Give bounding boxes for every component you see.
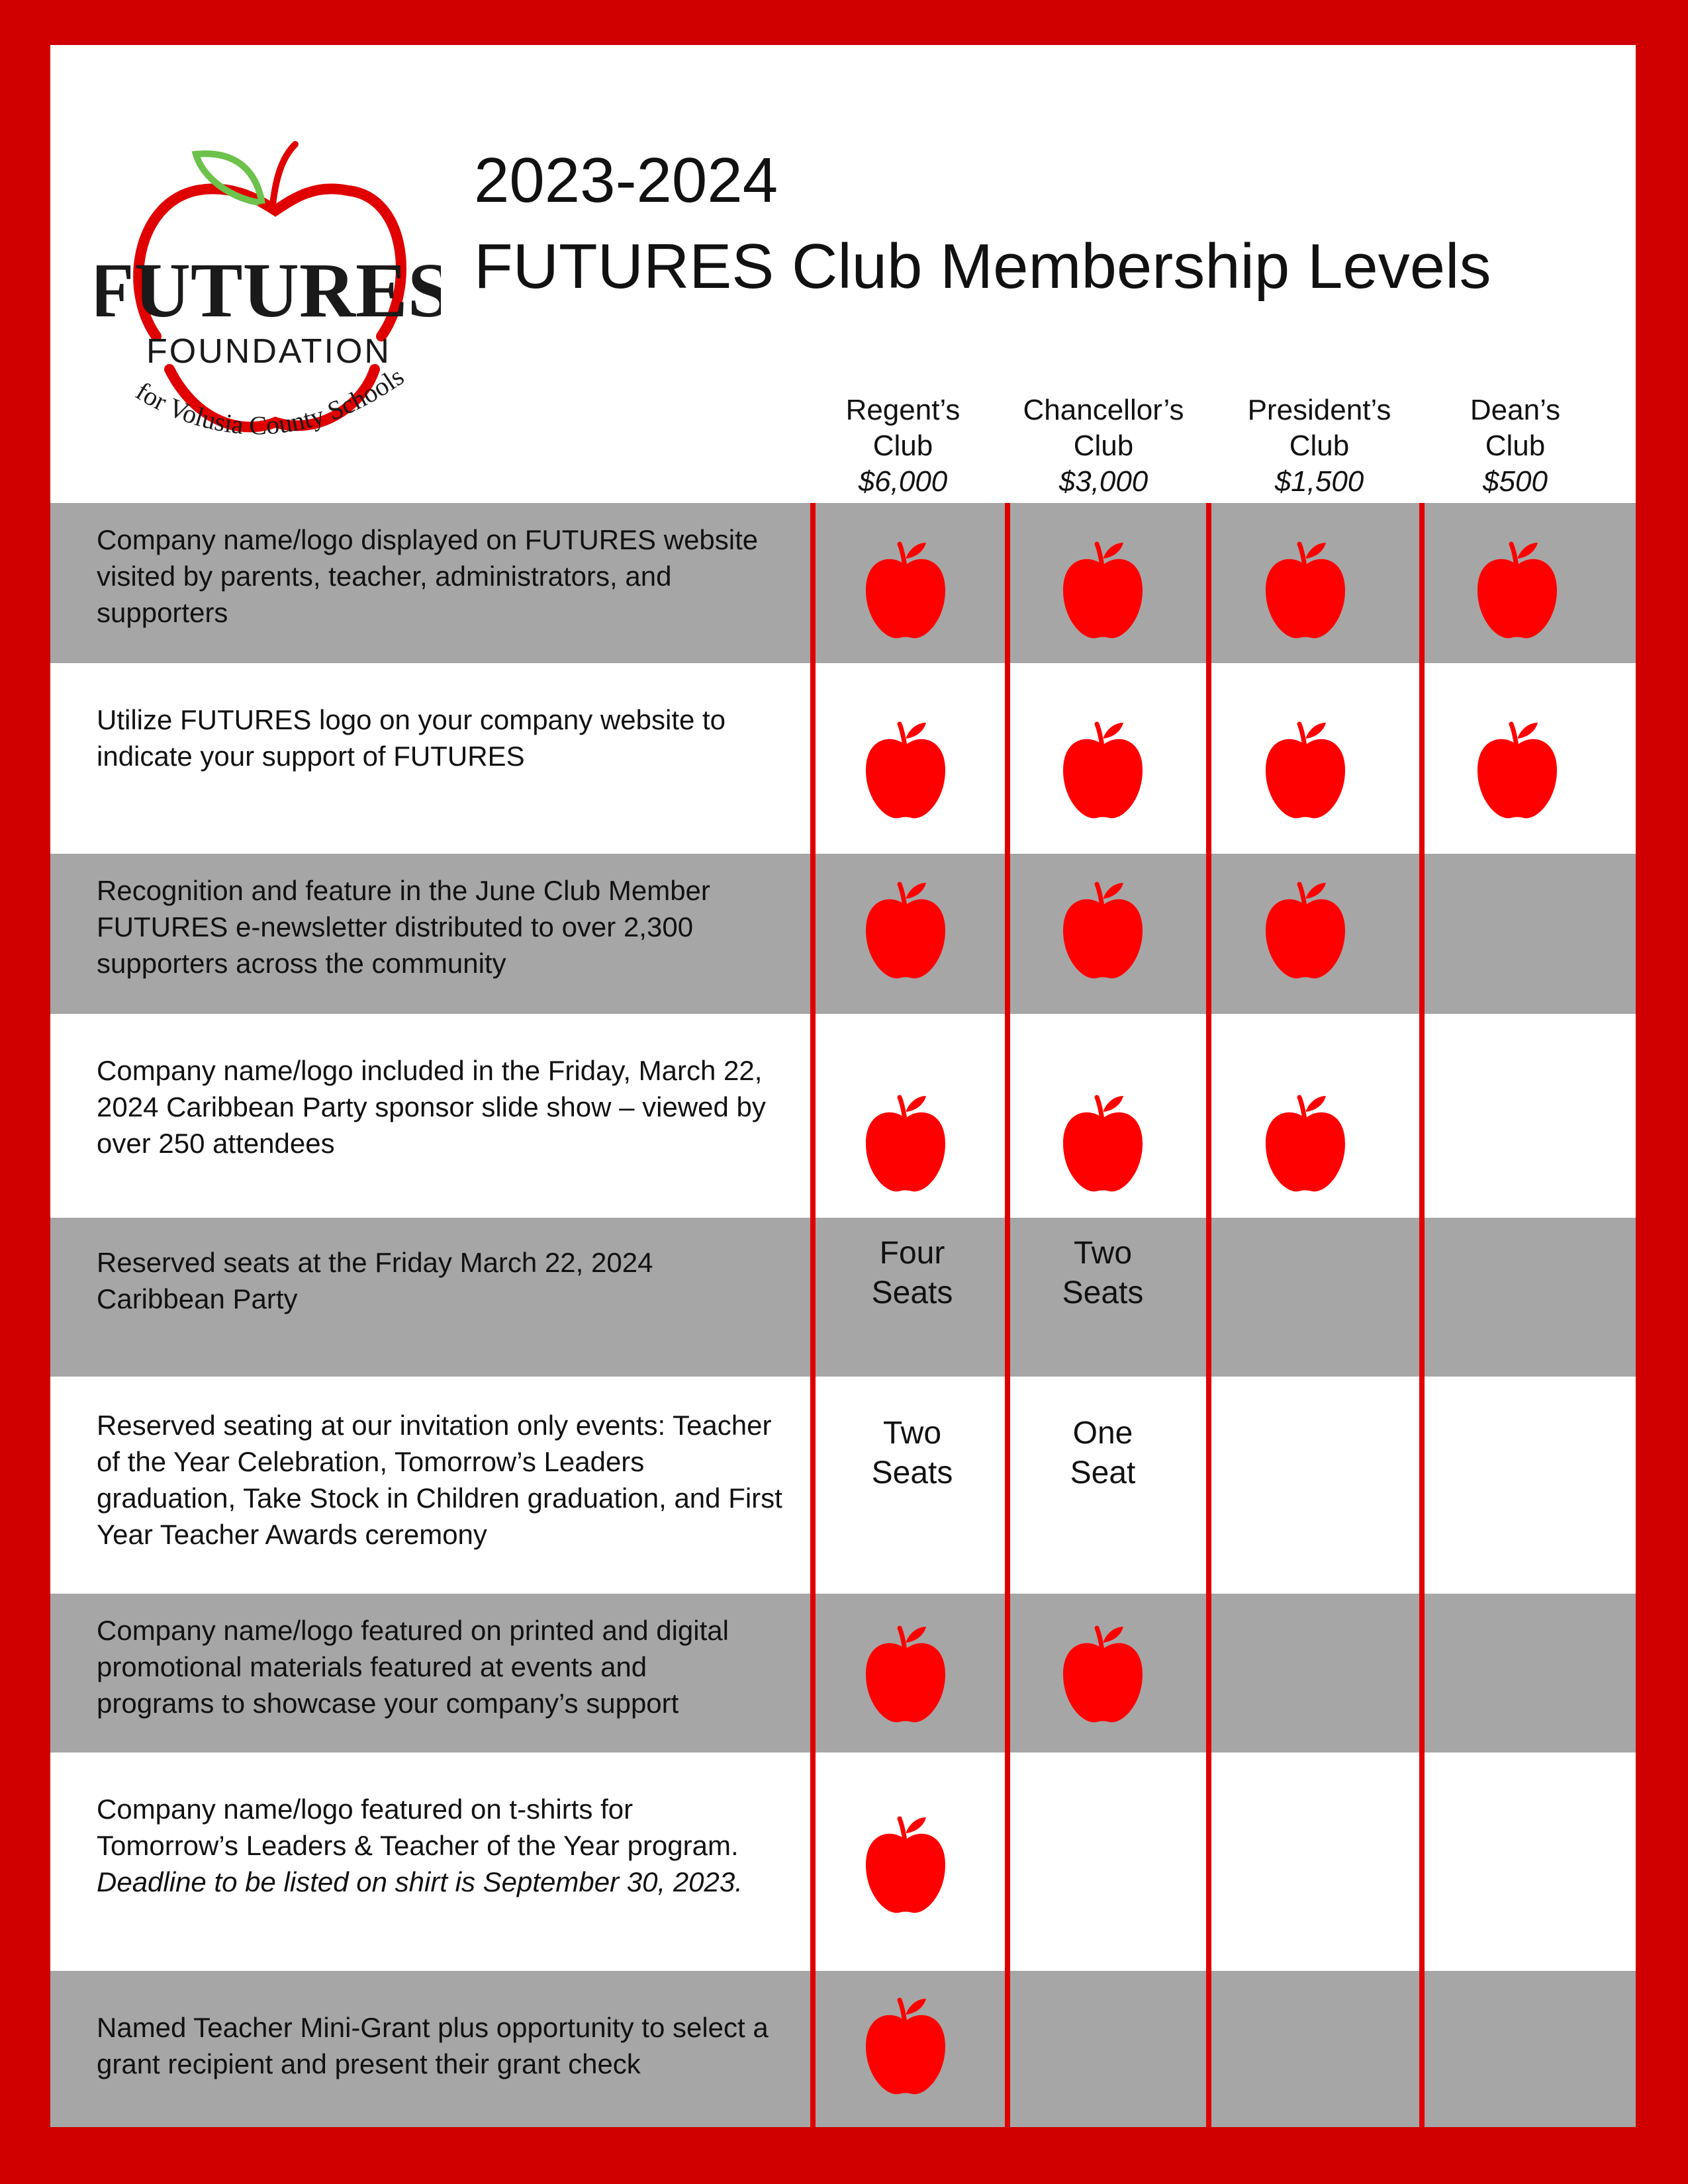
benefit-row [50, 1971, 1636, 2127]
apple-check-icon [1060, 533, 1146, 643]
benefit-description-line: graduation, Take Stock in Children graduation, and First [97, 1482, 782, 1514]
apple-check-icon [1060, 874, 1146, 983]
level-name: President’s [1247, 394, 1391, 426]
seat-count [833, 1234, 992, 1313]
apple-check-icon [1474, 533, 1560, 643]
column-divider [1005, 503, 1010, 2127]
benefit-description-line: Year Teacher Awards ceremony [97, 1519, 487, 1550]
svg-text:for Volusia County Schools: for Volusia County Schools [130, 361, 410, 441]
benefit-description-line: Company name/logo included in the Friday, March 22, [97, 1055, 763, 1086]
level-header-deans [1416, 392, 1615, 500]
benefit-description [97, 1791, 812, 1900]
level-club: Club [1485, 430, 1546, 462]
seat-count [1023, 1414, 1182, 1493]
benefit-description [97, 1244, 812, 1317]
apple-check-icon [863, 1808, 949, 1917]
benefit-row [50, 1377, 1636, 1594]
apple-check-icon [1060, 1087, 1146, 1196]
benefit-description [97, 1407, 812, 1553]
benefit-description-line: FUTURES e-newsletter distributed to over 2,300 [97, 911, 694, 942]
title-main: FUTURES Club Membership Levels [474, 231, 1491, 302]
futures-foundation-logo [97, 91, 441, 462]
level-club: Club [1073, 430, 1134, 462]
apple-check-icon [863, 1989, 949, 2099]
benefit-row [50, 1218, 1636, 1377]
benefit-description-line: Company name/logo featured on t-shirts for [97, 1794, 633, 1825]
level-club: Club [872, 430, 933, 462]
seat-count-line: Seats [871, 1275, 953, 1310]
membership-page [50, 45, 1636, 2127]
benefit-row [50, 1594, 1636, 1752]
benefit-description-line: Utilize FUTURES logo on your company website to [97, 704, 726, 735]
level-name: Chancellor’s [1023, 394, 1184, 426]
apple-check-icon [863, 1087, 949, 1196]
svg-text:FUTURES: FUTURES [97, 247, 441, 334]
benefit-description [97, 1052, 812, 1161]
seat-count-line: Seat [1070, 1455, 1136, 1490]
benefit-description-line: of the Year Celebration, Tomorrow’s Leaders [97, 1446, 645, 1477]
benefit-description-line: Company name/logo featured on printed and digital [97, 1615, 729, 1646]
benefit-description-line: Company name/logo displayed on FUTURES website [97, 524, 759, 555]
benefit-row [50, 1014, 1636, 1218]
apple-check-icon [863, 874, 949, 983]
benefit-description-line: Caribbean Party [97, 1283, 298, 1314]
benefit-row [50, 663, 1636, 854]
level-header-chancellors [1004, 392, 1203, 500]
apple-check-icon [1262, 713, 1348, 823]
apple-check-icon [863, 713, 949, 823]
level-price: $3,000 [1058, 465, 1149, 498]
seat-count-line: Seats [871, 1455, 953, 1490]
benefit-description-line: supporters across the community [97, 948, 506, 979]
apple-check-icon [1474, 713, 1560, 823]
apple-check-icon [1262, 533, 1348, 643]
level-name: Dean’s [1470, 394, 1561, 426]
benefit-description-line: Tomorrow’s Leaders & Teacher of the Year program. [97, 1830, 739, 1861]
page-title [474, 138, 1491, 310]
seat-count-line: Two [1073, 1236, 1133, 1271]
benefit-description-line: Reserved seating at our invitation only events: Teacher [97, 1410, 772, 1441]
apple-check-icon [1060, 1617, 1146, 1727]
column-divider [810, 503, 816, 2127]
apple-check-icon [863, 533, 949, 643]
benefit-description-line: 2024 Caribbean Party sponsor slide show – viewed by [97, 1091, 766, 1122]
seat-count-line: Two [882, 1416, 942, 1451]
apple-check-icon [1262, 874, 1348, 983]
benefit-description-line: visited by parents, teacher, administrators, and [97, 561, 672, 592]
benefit-row [50, 1752, 1636, 1971]
benefit-description-line: programs to showcase your company’s support [97, 1688, 679, 1719]
seat-count [833, 1414, 992, 1493]
benefit-description [97, 1612, 812, 1721]
level-name: Regent’s [845, 394, 961, 426]
level-price: $500 [1483, 465, 1548, 498]
level-price: $6,000 [858, 465, 948, 498]
benefit-description-line: Named Teacher Mini-Grant plus opportunity to select a [97, 2012, 769, 2043]
benefit-description-line: promotional materials featured at events and [97, 1651, 647, 1682]
benefit-description-line: Reserved seats at the Friday March 22, 2024 [97, 1247, 653, 1278]
benefit-description [97, 872, 812, 981]
title-year: 2023-2024 [474, 145, 778, 216]
level-header-presidents [1220, 392, 1419, 500]
benefit-description-line: over 250 attendees [97, 1128, 335, 1159]
column-divider [1419, 503, 1425, 2127]
column-divider [1206, 503, 1211, 2127]
benefit-description [97, 702, 812, 774]
benefit-description-line: grant recipient and present their grant check [97, 2048, 641, 2079]
benefit-row [50, 503, 1636, 663]
seat-count-line: Four [879, 1236, 945, 1271]
apple-check-icon [1262, 1087, 1348, 1196]
benefit-description-line: Recognition and feature in the June Club Member [97, 875, 710, 906]
benefit-row [50, 854, 1636, 1014]
apple-check-icon [863, 1617, 949, 1727]
seat-count [1023, 1234, 1182, 1313]
benefit-description [97, 2009, 812, 2082]
level-club: Club [1289, 430, 1350, 462]
seat-count-line: One [1072, 1416, 1133, 1451]
benefit-description [97, 522, 812, 631]
seat-count-line: Seats [1062, 1275, 1144, 1310]
apple-check-icon [1060, 713, 1146, 823]
benefit-description-line: indicate your support of FUTURES [97, 741, 525, 772]
svg-text:FOUNDATION: FOUNDATION [146, 332, 391, 371]
benefit-deadline-note: Deadline to be listed on shirt is September 30, 2023. [97, 1866, 743, 1897]
benefit-description-line: supporters [97, 597, 228, 628]
apple-logo-icon [97, 91, 441, 462]
level-header-regents [804, 392, 1002, 500]
level-price: $1,500 [1274, 465, 1364, 498]
